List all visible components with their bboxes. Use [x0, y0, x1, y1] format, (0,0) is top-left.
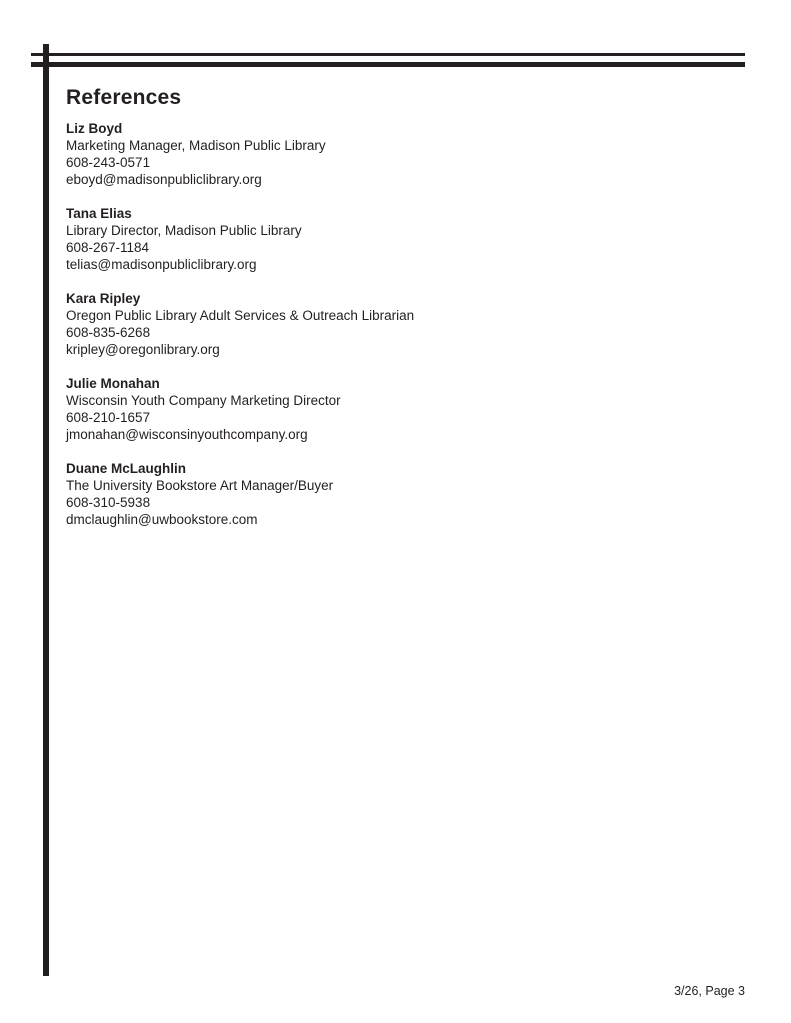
- reference-phone: 608-210-1657: [66, 410, 151, 425]
- reference-email: kripley@oregonlibrary.org: [66, 342, 220, 357]
- reference-title: Library Director, Madison Public Library: [66, 223, 302, 238]
- reference-email: dmclaughlin@uwbookstore.com: [66, 512, 258, 527]
- page-title: References: [66, 86, 182, 109]
- reference-name: Tana Elias: [66, 206, 132, 221]
- reference-name: Kara Ripley: [66, 291, 141, 306]
- left-border-rule: [43, 44, 49, 976]
- reference-title: The University Bookstore Art Manager/Buyer: [66, 478, 334, 493]
- reference-email: eboyd@madisonpubliclibrary.org: [66, 172, 262, 187]
- reference-entry: [66, 375, 686, 443]
- reference-entry: [66, 120, 686, 188]
- reference-phone: 608-267-1184: [66, 240, 150, 255]
- references-page: [66, 86, 686, 545]
- reference-entry: [66, 460, 686, 528]
- reference-entry: [66, 205, 686, 273]
- top-border-rule-thin: [31, 53, 745, 56]
- top-border-rule-thick: [31, 62, 745, 67]
- reference-phone: 608-243-0571: [66, 155, 151, 170]
- reference-title: Marketing Manager, Madison Public Library: [66, 138, 326, 153]
- reference-title: Wisconsin Youth Company Marketing Director: [66, 393, 341, 408]
- reference-entry: [66, 290, 686, 358]
- reference-name: Julie Monahan: [66, 376, 160, 391]
- reference-name: Duane McLaughlin: [66, 461, 187, 476]
- reference-phone: 608-310-5938: [66, 495, 151, 510]
- reference-title: Oregon Public Library Adult Services & Outreach Librarian: [66, 308, 415, 323]
- reference-phone: 608-835-6268: [66, 325, 151, 340]
- reference-name: Liz Boyd: [66, 121, 123, 136]
- reference-email: telias@madisonpubliclibrary.org: [66, 257, 257, 272]
- reference-email: jmonahan@wisconsinyouthcompany.org: [66, 427, 308, 442]
- page-number-footer: 3/26, Page 3: [674, 984, 745, 998]
